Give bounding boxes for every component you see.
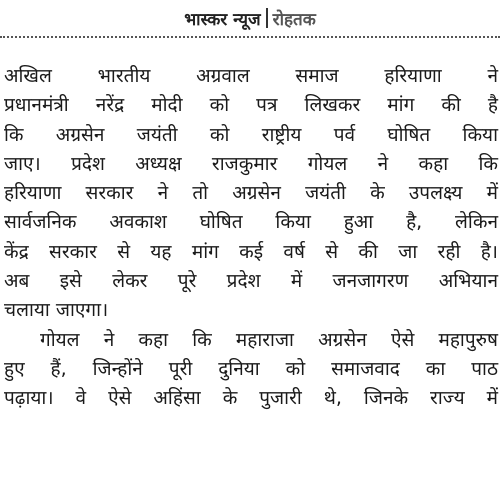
article-line: अखिल भारतीय अग्रवाल समाज हरियाणा ने	[4, 65, 498, 87]
article-line: चलाया जाएगा।	[4, 299, 109, 322]
article-line: प्रधानमंत्री नरेंद्र मोदी को पत्र लिखकर मांग की है	[4, 94, 498, 117]
article-line: गोयल ने कहा कि महाराजा अग्रसेन ऐसे महापुरुष	[40, 328, 498, 351]
newspaper-source: भास्कर न्यूज	[184, 9, 261, 30]
dateline	[0, 4, 500, 32]
article-line: केंद्र सरकार से यह मांग कई वर्ष से की जा रही है।	[4, 240, 498, 263]
article-line: हुए हैं, जिन्होंने पूरी दुनिया को समाजवाद का पाठ	[4, 357, 498, 380]
article-line: कि अग्रसेन जयंती को राष्ट्रीय पर्व घोषित किया	[4, 123, 498, 146]
article-line: जाए। प्रदेश अध्यक्ष राजकुमार गोयल ने कहा कि	[4, 152, 498, 175]
dotted-divider	[0, 36, 500, 46]
article-line: अब इसे लेकर पूरे प्रदेश में जनजागरण अभियान	[4, 270, 498, 293]
article-body	[0, 62, 500, 414]
dateline-separator	[266, 8, 268, 28]
article-line: हरियाणा सरकार ने तो अग्रसेन जयंती के उपलक्ष्य में	[4, 182, 498, 205]
article-line: पढ़ाया। वे ऐसे अहिंसा के पुजारी थे, जिनके राज्य में	[4, 387, 498, 410]
dateline-place: रोहतक	[272, 9, 316, 30]
article-line: सार्वजनिक अवकाश घोषित किया हुआ है, लेकिन	[4, 211, 498, 234]
